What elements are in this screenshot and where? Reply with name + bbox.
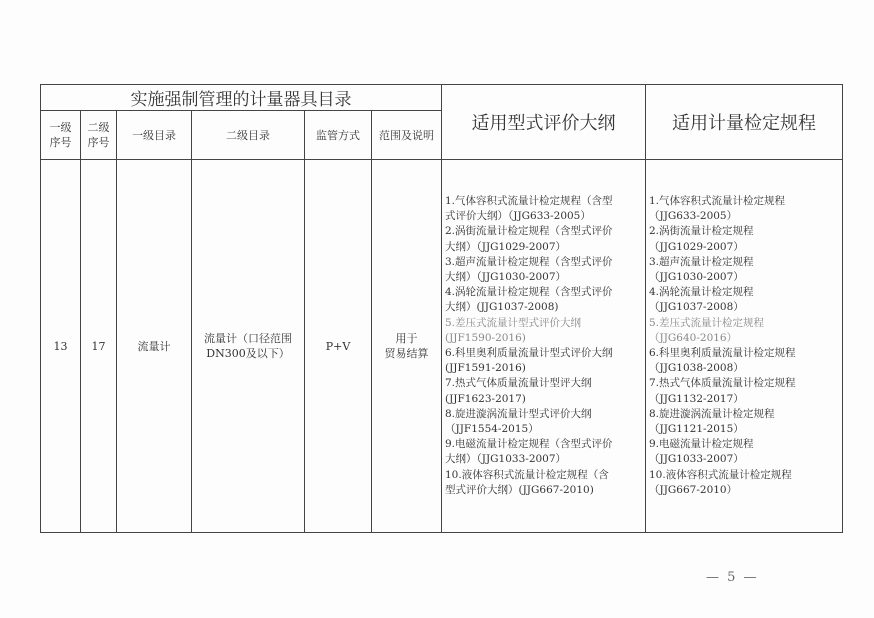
list-item: （JJG667-2010） [649, 483, 738, 496]
list-item: 7.热式气体质量流量计检定规程 [649, 377, 796, 390]
list-item: 9.电磁流量计检定规程 [649, 438, 754, 451]
list-item: (JJF1623-2017) [445, 392, 526, 405]
scope-header: 范围及说明 [372, 111, 442, 160]
level1-no-header: 一级 序号 [41, 111, 81, 160]
list-item: （JJG1038-2008） [649, 362, 744, 375]
list-item: （JJG1132-2017） [649, 392, 744, 405]
table-row [41, 160, 843, 533]
list-item: 7.热式气体质量流量计型评大纲 [445, 377, 592, 390]
list-item: （JJF1554-2015） [445, 423, 539, 436]
supervision-cell: P+V [305, 160, 372, 533]
list-item: 式评价大纲）（JJG633-2005） [445, 210, 591, 223]
level2-cat-cell: 流量计（口径范围 DN300及以下） [192, 160, 305, 533]
list-item: 6.科里奥利质量流量计型式评价大纲 [445, 347, 613, 359]
level2-no-header: 二级 序号 [81, 111, 117, 160]
list-item: (JJF1591-2016) [445, 362, 526, 375]
list-item: 9.电磁流量计检定规程（含型式评价 [445, 438, 613, 451]
list-item: 10.液体容积式流量计检定规程 [649, 468, 792, 481]
list-item: 大纲）（JJG1033-2007） [445, 453, 567, 466]
catalog-table [40, 84, 843, 533]
table-title: 实施强制管理的计量器具目录 [41, 85, 442, 111]
list-item: 4.涡轮流量计检定规程（含型式评价 [445, 286, 613, 299]
list-item: 8.旋进漩涡流量计检定规程 [649, 407, 775, 420]
list-item: （JJG1030-2007） [649, 270, 744, 283]
level1-no-cell: 13 [41, 160, 81, 533]
list-item: 2.涡街流量计检定规程（含型式评价 [445, 225, 613, 238]
level1-cat-cell: 流量计 [117, 160, 192, 533]
regulation-list [646, 160, 843, 533]
list-item: （JJG1121-2015） [649, 423, 744, 436]
list-item: 型式评价大纲）(JJG667-2010) [445, 483, 594, 496]
list-item: 2.涡街流量计检定规程 [649, 225, 754, 238]
list-item: 大纲）（JJG1030-2007） [445, 270, 567, 283]
list-item: 8.旋进漩涡流量计型式评价大纲 [445, 407, 592, 420]
list-item: 5.差压式流量计型式评价大纲 [445, 316, 582, 329]
list-item: 6.科里奥利质量流量计检定规程 [649, 347, 796, 359]
list-item: （JJG1029-2007） [649, 240, 744, 253]
level1-cat-header: 一级目录 [117, 111, 192, 160]
list-item: 1.气体容积式流量计检定规程 [649, 194, 786, 207]
list-item: 大纲）（JJG1029-2007） [445, 240, 567, 253]
list-item: 4.涡轮流量计检定规程 [649, 286, 754, 299]
list-item: （JJG633-2005） [649, 210, 738, 223]
list-item: (JJF1590-2016) [445, 331, 526, 344]
scope-cell: 用于 贸易结算 [372, 160, 442, 533]
level2-cat-header: 二级目录 [192, 111, 305, 160]
list-item: （JJG1033-2007） [649, 453, 744, 466]
list-item: 3.超声流量计检定规程（含型式评价 [445, 255, 613, 268]
pattern-eval-header: 适用型式评价大纲 [442, 85, 646, 160]
list-item: 大纲）(JJG1037-2008) [445, 301, 559, 314]
list-item: （JJG640-2016） [649, 331, 738, 344]
list-item: 1.气体容积式流量计检定规程（含型 [445, 194, 613, 207]
list-item: 3.超声流量计检定规程 [649, 255, 754, 268]
list-item: 10.液体容积式流量计检定规程（含 [445, 468, 609, 481]
list-item: 5.差压式流量计检定规程 [649, 316, 765, 329]
list-item: （JJG1037-2008） [649, 301, 744, 314]
supervision-header: 监管方式 [305, 111, 372, 160]
pattern-eval-list [442, 160, 646, 533]
level2-no-cell: 17 [81, 160, 117, 533]
regulation-header: 适用计量检定规程 [646, 85, 843, 160]
page-number: — 5 — [706, 570, 759, 585]
